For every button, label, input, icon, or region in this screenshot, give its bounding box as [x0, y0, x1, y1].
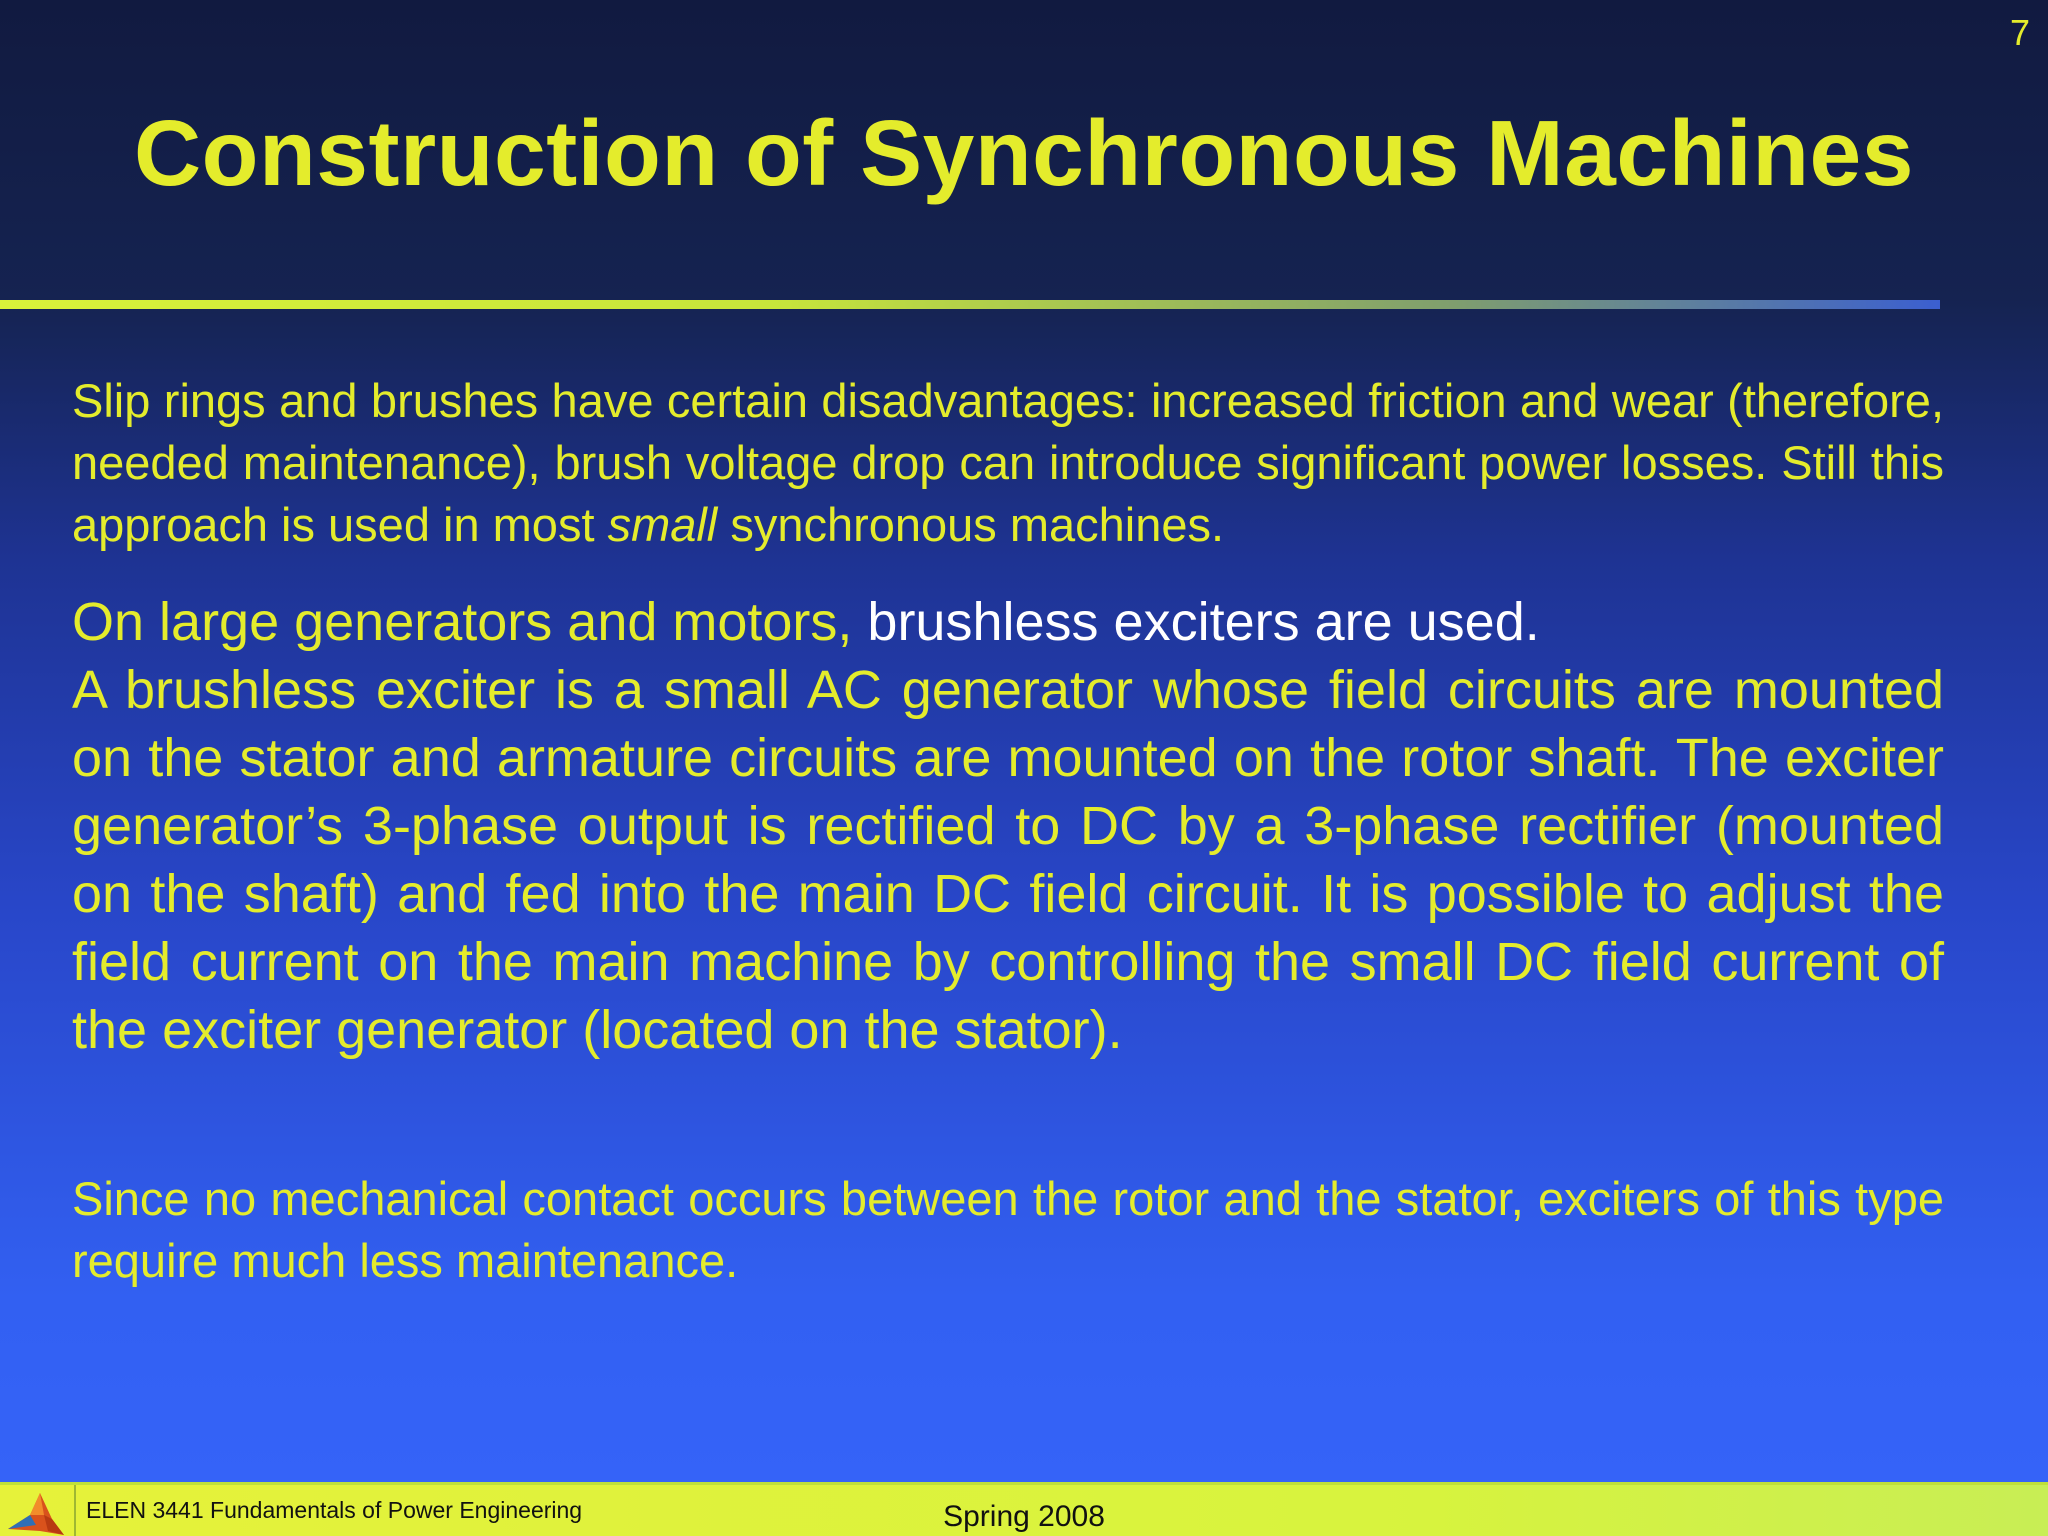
- paragraph-slip-rings: [72, 370, 1944, 556]
- slide-title: Construction of Synchronous Machines: [134, 101, 1914, 205]
- brushless-lead: [72, 588, 1944, 656]
- brushless-body: A brushless exciter is a small AC generator whose field circuits are mounted on the stator and armature circuits are mounted on the rotor shaft. The exciter generator’s 3-phase output is rectified to DC by a 3-phase rectifier (mounted on the shaft) and fed into the main DC field circuit. It is possible to adjust the field current on the main machine by controlling the small DC field current of the exciter generator (located on the stator).: [72, 660, 1944, 1060]
- paragraph-brushless: [72, 588, 1944, 1064]
- title-divider: [0, 300, 1940, 309]
- emphasis-small: small: [607, 498, 718, 551]
- footer-course-name: ELEN 3441 Fundamentals of Power Engineering: [86, 1497, 583, 1523]
- paragraph-slip-rings-text: Slip rings and brushes have certain disadvantages: increased friction and wear (therefore, needed maintenance), brush voltage drop can introduce significant power losses. Still this approach is used in most: [72, 374, 1944, 551]
- brushless-lead-start: On large generators and motors,: [72, 592, 868, 652]
- paragraph-slip-rings-end: synchronous machines.: [717, 498, 1225, 551]
- brushless-lead-end: are used.: [1299, 592, 1540, 652]
- footer-term: Spring 2008: [943, 1500, 1105, 1533]
- brushless-exciters-highlight: brushless exciters: [867, 592, 1300, 652]
- footer-bar: [0, 1482, 2048, 1536]
- slide-number: 7: [2009, 12, 2030, 53]
- paragraph-maintenance: Since no mechanical contact occurs between the rotor and the stator, exciters of this type require much less maintenance.: [72, 1172, 1944, 1287]
